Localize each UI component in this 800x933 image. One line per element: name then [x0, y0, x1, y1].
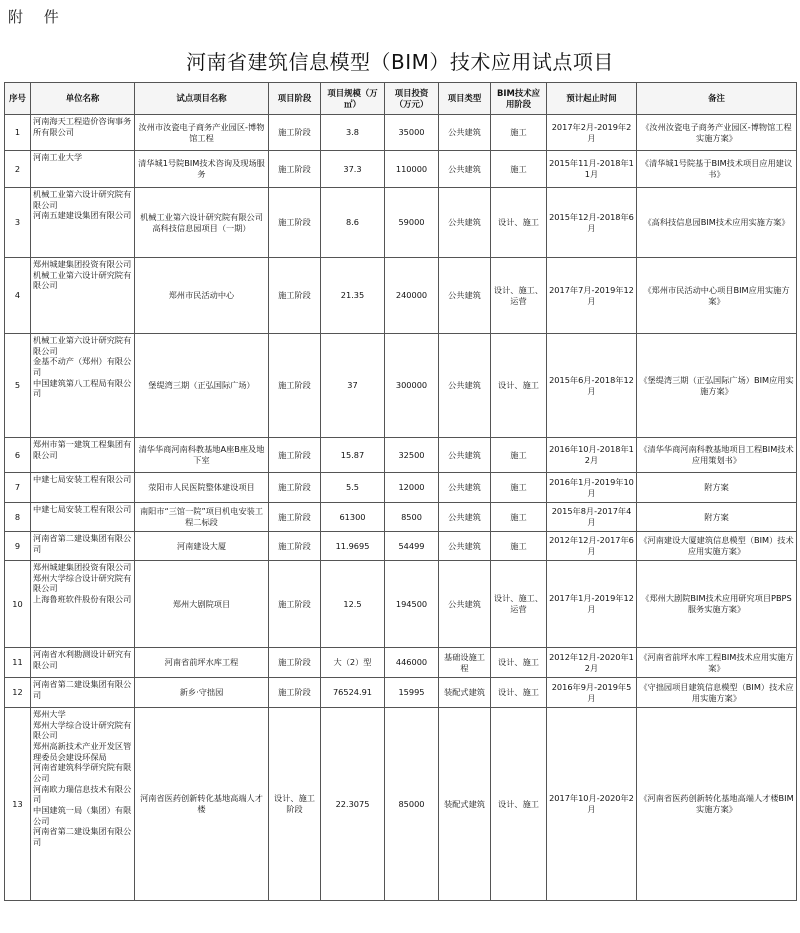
cell-bim: 设计、施工	[491, 648, 547, 678]
cell-no: 1	[5, 115, 31, 151]
unit-name: 郑州大学综合设计研究院有限公司	[33, 719, 132, 741]
cell-stage: 施工阶段	[269, 678, 321, 708]
cell-invest: 240000	[385, 258, 439, 334]
cell-time: 2012年12月-2020年12月	[547, 648, 637, 678]
cell-project: 机械工业第六设计研究院有限公司高科技信息园项目（一期）	[135, 188, 269, 258]
unit-name: 郑州城建集团投资有限公司	[33, 562, 132, 572]
cell-note: 《堡缇湾三期（正弘国际广场）BIM应用实施方案》	[637, 334, 797, 438]
cell-bim: 设计、施工、运营	[491, 258, 547, 334]
cell-scale: 76524.91	[321, 678, 385, 708]
table-row	[5, 438, 797, 473]
col-header-unit: 单位名称	[31, 83, 135, 115]
cell-project: 清华城1号院BIM技术咨询及现场服务	[135, 151, 269, 188]
unit-name: 中国建筑一局（集团）有限公司	[33, 804, 132, 826]
cell-invest: 194500	[385, 561, 439, 648]
table-row	[5, 258, 797, 334]
cell-time: 2017年1月-2019年12月	[547, 561, 637, 648]
cell-scale: 5.5	[321, 473, 385, 503]
cell-scale: 22.3075	[321, 708, 385, 901]
cell-bim: 设计、施工	[491, 334, 547, 438]
cell-invest: 12000	[385, 473, 439, 503]
cell-scale: 3.8	[321, 115, 385, 151]
unit-name: 河南工业大学	[33, 152, 83, 162]
cell-bim: 施工	[491, 151, 547, 188]
unit-name: 郑州市第一建筑工程集团有限公司	[33, 439, 132, 460]
cell-time: 2016年10月-2018年12月	[547, 438, 637, 473]
cell-project: 汝州市汝瓷电子商务产业园区-博物馆工程	[135, 115, 269, 151]
cell-project: 河南建设大厦	[135, 532, 269, 561]
cell-unit	[31, 561, 135, 648]
cell-unit	[31, 678, 135, 708]
cell-time: 2016年9月-2019年5月	[547, 678, 637, 708]
table-header-row	[5, 83, 797, 115]
unit-name: 河南海天工程造价咨询事务所有限公司	[33, 116, 132, 137]
unit-name: 机械工业第六设计研究院有限公司	[33, 269, 132, 291]
cell-note: 《河南建设大厦建筑信息模型（BIM）技术应用实施方案》	[637, 532, 797, 561]
table-row	[5, 561, 797, 648]
cell-invest: 8500	[385, 503, 439, 532]
cell-time: 2015年12月-2018年6月	[547, 188, 637, 258]
cell-no: 12	[5, 678, 31, 708]
cell-stage: 施工阶段	[269, 473, 321, 503]
cell-invest: 110000	[385, 151, 439, 188]
cell-note: 《高科技信息园BIM技术应用实施方案》	[637, 188, 797, 258]
cell-bim: 施工	[491, 438, 547, 473]
cell-note: 《清华华商河南科教基地项目工程BIM技术应用策划书》	[637, 438, 797, 473]
cell-stage: 施工阶段	[269, 532, 321, 561]
table-row	[5, 648, 797, 678]
cell-time: 2015年8月-2017年4月	[547, 503, 637, 532]
cell-time: 2016年1月-2019年10月	[547, 473, 637, 503]
cell-type: 公共建筑	[439, 115, 491, 151]
cell-scale: 大（2）型	[321, 648, 385, 678]
cell-bim: 设计、施工	[491, 188, 547, 258]
cell-stage: 施工阶段	[269, 438, 321, 473]
table-row	[5, 334, 797, 438]
cell-unit	[31, 258, 135, 334]
table-row	[5, 678, 797, 708]
cell-stage: 施工阶段	[269, 334, 321, 438]
cell-no: 8	[5, 503, 31, 532]
unit-name: 河南五建建设集团有限公司	[33, 210, 132, 221]
cell-stage: 施工阶段	[269, 115, 321, 151]
cell-note: 《河南省医药创新转化基地高端人才楼BIM实施方案》	[637, 708, 797, 901]
cell-bim: 设计、施工、运营	[491, 561, 547, 648]
table-row	[5, 188, 797, 258]
cell-project: 河南省前坪水库工程	[135, 648, 269, 678]
table-row	[5, 473, 797, 503]
unit-name: 河南省第二建设集团有限公司	[33, 826, 132, 847]
cell-type: 公共建筑	[439, 258, 491, 334]
unit-name: 郑州大学综合设计研究院有限公司	[33, 572, 132, 594]
cell-unit	[31, 648, 135, 678]
cell-time: 2015年11月-2018年11月	[547, 151, 637, 188]
unit-name: 中国建筑第八工程局有限公司	[33, 377, 132, 399]
cell-invest: 54499	[385, 532, 439, 561]
col-header-type: 项目类型	[439, 83, 491, 115]
cell-stage: 施工阶段	[269, 561, 321, 648]
cell-no: 7	[5, 473, 31, 503]
cell-no: 10	[5, 561, 31, 648]
unit-name: 河南省水利勘测设计研究有限公司	[33, 649, 132, 670]
cell-invest: 85000	[385, 708, 439, 901]
cell-unit	[31, 473, 135, 503]
cell-type: 装配式建筑	[439, 708, 491, 901]
cell-type: 基础设施工程	[439, 648, 491, 678]
cell-no: 4	[5, 258, 31, 334]
cell-note: 附方案	[637, 503, 797, 532]
cell-bim: 设计、施工	[491, 708, 547, 901]
cell-bim: 施工	[491, 532, 547, 561]
cell-stage: 施工阶段	[269, 151, 321, 188]
unit-name: 上海鲁班软件股份有限公司	[33, 593, 132, 604]
cell-no: 6	[5, 438, 31, 473]
col-header-stage: 项目阶段	[269, 83, 321, 115]
cell-stage: 施工阶段	[269, 503, 321, 532]
col-header-invest: 项目投资（万元）	[385, 83, 439, 115]
cell-scale: 11.9695	[321, 532, 385, 561]
col-header-scale: 项目规模（万㎡）	[321, 83, 385, 115]
cell-bim: 施工	[491, 503, 547, 532]
cell-type: 公共建筑	[439, 503, 491, 532]
cell-time: 2017年2月-2019年2月	[547, 115, 637, 151]
cell-time: 2017年10月-2020年2月	[547, 708, 637, 901]
cell-unit	[31, 188, 135, 258]
col-header-note: 备注	[637, 83, 797, 115]
cell-bim: 施工	[491, 115, 547, 151]
unit-name: 机械工业第六设计研究院有限公司	[33, 189, 132, 210]
cell-project: 南阳市“三馆一院”项目机电安装工程二标段	[135, 503, 269, 532]
cell-type: 公共建筑	[439, 561, 491, 648]
unit-name: 郑州高新技术产业开发区管理委员会建设环保局	[33, 740, 132, 762]
cell-type: 公共建筑	[439, 334, 491, 438]
unit-name: 中建七局安装工程有限公司	[33, 504, 132, 514]
cell-project: 新乡·守拙园	[135, 678, 269, 708]
cell-project: 河南省医药创新转化基地高端人才楼	[135, 708, 269, 901]
cell-unit	[31, 115, 135, 151]
cell-unit	[31, 532, 135, 561]
cell-scale: 37	[321, 334, 385, 438]
col-header-project: 试点项目名称	[135, 83, 269, 115]
unit-name: 河南省第二建设集团有限公司	[33, 679, 132, 700]
cell-invest: 446000	[385, 648, 439, 678]
unit-name: 机械工业第六设计研究院有限公司	[33, 335, 132, 356]
cell-project: 郑州大剧院项目	[135, 561, 269, 648]
cell-invest: 15995	[385, 678, 439, 708]
cell-bim: 设计、施工	[491, 678, 547, 708]
cell-project: 郑州市民活动中心	[135, 258, 269, 334]
cell-invest: 32500	[385, 438, 439, 473]
cell-scale: 61300	[321, 503, 385, 532]
cell-scale: 8.6	[321, 188, 385, 258]
unit-name: 河南省建筑科学研究院有限公司	[33, 762, 132, 783]
cell-invest: 59000	[385, 188, 439, 258]
cell-no: 5	[5, 334, 31, 438]
cell-unit	[31, 151, 135, 188]
cell-scale: 37.3	[321, 151, 385, 188]
table-row	[5, 151, 797, 188]
table-row	[5, 708, 797, 901]
page-title: 河南省建筑信息模型（BIM）技术应用试点项目	[186, 50, 614, 74]
unit-name: 金基不动产（郑州）有限公司	[33, 356, 132, 377]
col-header-no: 序号	[5, 83, 31, 115]
cell-type: 公共建筑	[439, 532, 491, 561]
cell-note: 《河南省前坪水库工程BIM技术应用实施方案》	[637, 648, 797, 678]
cell-unit	[31, 438, 135, 473]
cell-time: 2015年6月-2018年12月	[547, 334, 637, 438]
cell-no: 13	[5, 708, 31, 901]
unit-name: 郑州城建集团投资有限公司	[33, 259, 132, 269]
cell-type: 装配式建筑	[439, 678, 491, 708]
cell-project: 堡缇湾三期（正弘国际广场）	[135, 334, 269, 438]
cell-project: 荥阳市人民医院整体建设项目	[135, 473, 269, 503]
pilot-projects-table	[4, 82, 797, 901]
cell-note: 《郑州大剧院BIM技术应用研究项目PBPS服务实施方案》	[637, 561, 797, 648]
cell-stage: 施工阶段	[269, 258, 321, 334]
cell-note: 《郑州市民活动中心项目BIM应用实施方案》	[637, 258, 797, 334]
cell-note: 《汝州汝瓷电子商务产业园区-博物馆工程实施方案》	[637, 115, 797, 151]
cell-time: 2017年7月-2019年12月	[547, 258, 637, 334]
cell-stage: 设计、施工阶段	[269, 708, 321, 901]
cell-note: 附方案	[637, 473, 797, 503]
cell-scale: 12.5	[321, 561, 385, 648]
unit-name: 郑州大学	[33, 709, 66, 719]
cell-project: 清华华商河南科教基地A座B座及地下室	[135, 438, 269, 473]
col-header-bim: BIM技术应用阶段	[491, 83, 547, 115]
cell-invest: 300000	[385, 334, 439, 438]
cell-no: 2	[5, 151, 31, 188]
col-header-time: 预计起止时间	[547, 83, 637, 115]
cell-invest: 35000	[385, 115, 439, 151]
cell-stage: 施工阶段	[269, 648, 321, 678]
cell-type: 公共建筑	[439, 188, 491, 258]
cell-no: 3	[5, 188, 31, 258]
cell-type: 公共建筑	[439, 438, 491, 473]
cell-scale: 15.87	[321, 438, 385, 473]
cell-no: 11	[5, 648, 31, 678]
unit-name: 河南省第二建设集团有限公司	[33, 533, 132, 554]
cell-time: 2012年12月-2017年6月	[547, 532, 637, 561]
cell-scale: 21.35	[321, 258, 385, 334]
table-row	[5, 503, 797, 532]
cell-note: 《清华城1号院基于BIM技术项目应用建议书》	[637, 151, 797, 188]
cell-stage: 施工阶段	[269, 188, 321, 258]
cell-bim: 施工	[491, 473, 547, 503]
unit-name: 河南欧力瑞信息技术有限公司	[33, 783, 132, 805]
cell-type: 公共建筑	[439, 151, 491, 188]
table-row	[5, 115, 797, 151]
cell-unit	[31, 503, 135, 532]
attachment-label: 附 件	[8, 8, 67, 26]
cell-unit	[31, 334, 135, 438]
cell-note: 《守拙园项目建筑信息模型（BIM）技术应用实施方案》	[637, 678, 797, 708]
unit-name: 中建七局安装工程有限公司	[33, 474, 132, 484]
table-row	[5, 532, 797, 561]
cell-no: 9	[5, 532, 31, 561]
cell-type: 公共建筑	[439, 473, 491, 503]
cell-unit	[31, 708, 135, 901]
